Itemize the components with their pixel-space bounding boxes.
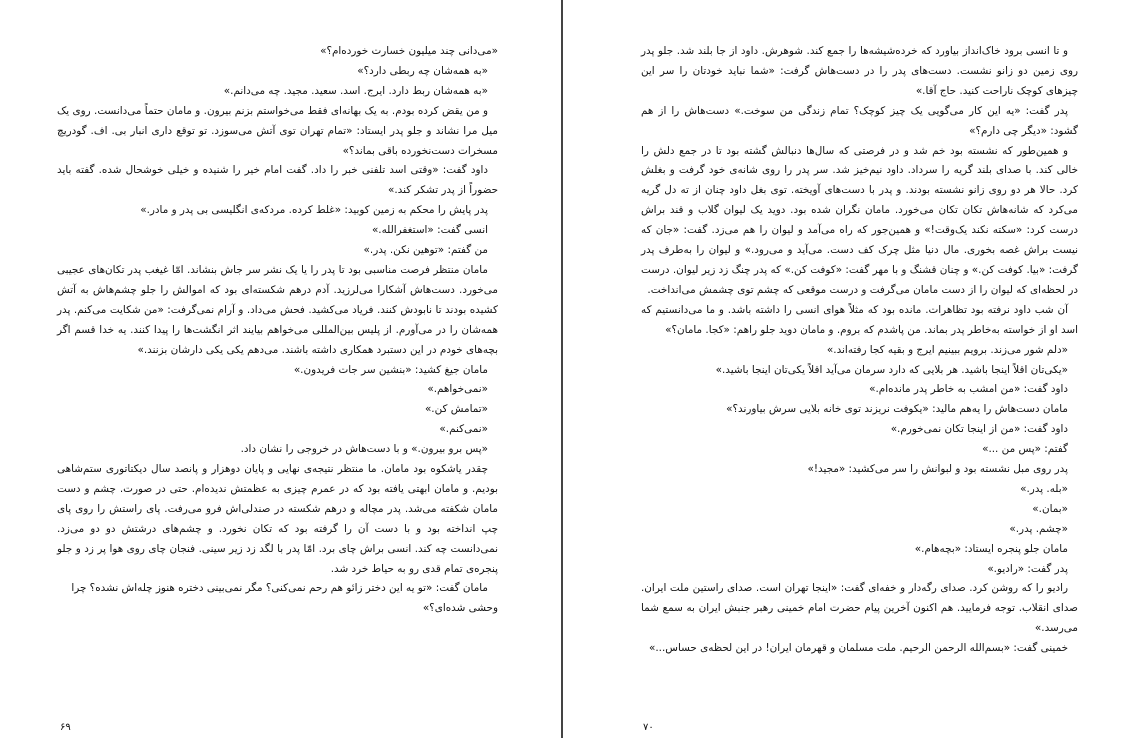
paragraph: مامان دست‌هاش را یه‌هم مالید: «یکوفت نریزند توی خانه بلایی سرش بیاورند؟» — [726, 403, 1068, 416]
paragraph: خمینی گفت: «بسم‌الله الرحمن الرحیم. ملت مسلمان و قهرمان ایران! در این لحظه‌ی حساس...» — [649, 642, 1068, 655]
right-page-text — [641, 42, 1078, 659]
paragraph: و من یقض کرده بودم. به یک بهانه‌ای فقط می‌خواستم بزنم بیرون. و مامان حتماً می‌دانست. روی یک میل مرا نشاند و جلو پدر ایستاد: «تمام تهران توی آتش می‌سوزد. تو توقع داری انبار بی. اف. گودریچ مسخرات دست‌نخورده باقی بماند؟» — [57, 104, 498, 157]
left-page-text — [57, 42, 498, 619]
paragraph: «به همه‌شان ربط دارد. ایرج. اسد. سعید. مجید. چه می‌دانم.» — [223, 84, 488, 97]
paragraph: انسی گفت: «استغفرالله.» — [371, 224, 488, 237]
paragraph: «تمامش کن.» — [424, 403, 488, 416]
paragraph: گفتم: «پس من ...» — [982, 443, 1068, 456]
paragraph: مامان جیغ کشید: «بنشین سر جات فریدون.» — [293, 363, 488, 376]
page-number: ۶۹ — [60, 722, 71, 733]
paragraph: من گفتم: «توهین نکن. پدر.» — [363, 244, 488, 257]
paragraph: مامان منتظر فرصت مناسبی بود تا پدر را یا یک نشر سر جاش بنشاند. امّا غیغب پدر تکان‌های عجیبی می‌خورد. دست‌هاش آشکارا می‌لرزید. آدم درهم شکسته‌ای بود که اموالش را جلو چشم‌هاش به آتش کشیده بودند تا نابودش کنند. فریاد می‌کشید. فحش می‌داد. و آرام نمی‌گرفت: «من شکایت می‌کنم. پدر همه‌شان را در می‌آورم. از پلیس بین‌المللی می‌خواهم بیایند اثر انگشت‌ها را پیدا کنند. یه خدا قسم اگر بچه‌های خودم در این دستبرد همکاری داشته باشند. می‌دهم یکی یکی دارشان بزنند.» — [57, 263, 498, 356]
paragraph: و همین‌طور که نشسته بود خم شد و در فرصتی که سال‌ها دنبالش گشته بود تا در جمع دلش را خالی کند. با صدای بلند گریه را سرداد. داود نیم‌خیز شد. سر پدر را روی شانه‌ی خود گرفت و بغلش کرد. حالا هر دو روی زانو نشسته بودند. و پدر با دست‌های آویخته. توی بغل داود چنان از ته دل گریه می‌کرد که شانه‌هاش تکان تکان می‌خورد. مامان نگران شده بود. دوید یک لیوان گلاب و قند براش درست کرد: «سکته نکند یک‌وقت!» و همین‌جور که راه می‌آمد و لیوان را هم می‌زد. گفت: «جان که نیست براش غصه بخوری. مال دنیا مثل چرک کف دست. می‌آید و می‌رود.» و لیوان را به‌طرف پدر گرفت: «بیا. کوفت کن.» و چنان قشنگ و با مهر گفت: «کوفت کن.» که پدر چنگ زد زیر لیوان. درست در لحظه‌ای که لیوان را از دست مامان می‌گرفت و درست موقعی که چشم توی چشمش می‌انداخت. — [641, 144, 1078, 296]
paragraph: آن شب داود نرفته بود تظاهرات. مانده بود که مثلاً هوای انسی را داشته باشد. و ما می‌دانستیم که اسد او از خواسته به‌خاطر پدر بماند. من پاشدم که بروم. و مامان دوید جلو راهم: «کجا. مامان؟» — [641, 303, 1078, 336]
paragraph: پدر گفت: «رادیو.» — [987, 562, 1068, 575]
paragraph: مامان جلو پنجره ایستاد: «بچه‌هام.» — [914, 542, 1068, 555]
paragraph: «به همه‌شان چه ربطی دارد؟» — [357, 64, 488, 77]
paragraph: «چشم. پدر.» — [1009, 522, 1068, 535]
paragraph: «بمان.» — [1032, 502, 1068, 515]
paragraph: چقدر یاشکوه بود مامان. ما منتظر نتیجه‌ی نهایی و پایان دوهزار و پانصد سال دیکتاتوری ستم‌شاهی بودیم. و مامان ابهتی یافته بود که در عمرم چیزی به عظمتش ندیده‌ام. حتی در صورت. چشم و دست مامان شکفته می‌شد. پدر مچاله و درهم شکسته در صندلی‌اش فرو می‌رفت. پای راستش را روی پای چپ انداخته بود و با دست آن را گرفته بود که تکان نخورد. و چشم‌های درشتش دو دو می‌زد. نمی‌دانست چه کند. انسی براش چای برد. امّا پدر با لگد زد زیر سینی. فنجان چای روی هوا پر زد و جلو پنجره‌ی تمام قدی رو به حیاط خرد شد. — [57, 463, 498, 575]
paragraph: داود گفت: «من امشب به خاطر پدر مانده‌ام.» — [869, 383, 1068, 396]
paragraph: «نمی‌خواهم.» — [427, 383, 488, 396]
paragraph: رادیو را که روشن کرد. صدای رگه‌دار و خفه‌ای گفت: «اینجا تهران است. صدای راستین ملت ایران. صدای انقلاب. توجه فرمایید. هم اکنون آخرین پیام حضرت امام خمینی رهبر جنبش ایران به سمع شما می‌رسد.» — [641, 582, 1078, 635]
paragraph: «می‌دانی چند میلیون خسارت خورده‌ام؟» — [320, 45, 498, 57]
paragraph: و تا انسی برود خاک‌انداز بیاورد که خرده‌شیشه‌ها را جمع کند. شوهرش. داود از جا بلند شد. جلو پدر روی زمین دو زانو نشست. دست‌های پدر را در دست‌هاش گرفت: «شما نباید خودتان را سر این چیزهای کوچک ناراحت کنید. حاج آقا.» — [641, 45, 1078, 97]
paragraph: «دلم شور می‌زند. برویم ببینیم ایرج و بقیه کجا رفته‌اند.» — [826, 343, 1068, 356]
paragraph: «پس برو بیرون.» و با دست‌هاش در خروجی را نشان داد. — [240, 443, 488, 456]
paragraph: داود گفت: «وقتی اسد تلفنی خبر را داد. گفت امام خیر را شنیده و خیلی خوشحال شده. گفته باید حضوراً از پدر تشکر کند.» — [57, 164, 498, 197]
paragraph: داود گفت: «من از اینجا تکان نمی‌خورم.» — [890, 423, 1068, 436]
right-page — [563, 0, 1122, 738]
page-number: ۷۰ — [643, 722, 654, 733]
paragraph: پدر پایش را محکم به زمین کوبید: «غلط کرده. مردکه‌ی انگلیسی بی پدر و مادر.» — [140, 204, 488, 217]
paragraph: «یکی‌تان اقلاً اینجا باشید. هر بلایی که دارد سرمان می‌آید اقلاً یکی‌تان اینجا باشید.» — [715, 363, 1068, 376]
paragraph: «بله. پدر.» — [1020, 482, 1068, 495]
paragraph: پدر روی مبل نشسته بود و لبوانش را سر می‌کشید: «مجید!» — [807, 463, 1068, 476]
paragraph: «نمی‌کنم.» — [439, 423, 488, 436]
paragraph: پدر گفت: «یه این کار می‌گویی یک چیز کوچک؟ تمام زندگی من سوخت.» دست‌هاش را از هم گشود: «دیگر چی دارم؟» — [641, 104, 1078, 137]
paragraph: مامان گفت: «تو یه این دختر زائو هم رحم نمی‌کنی؟ مگر نمی‌بینی دختره هنوز چله‌اش نشده؟ چرا وحشی شده‌ای؟» — [71, 582, 498, 615]
